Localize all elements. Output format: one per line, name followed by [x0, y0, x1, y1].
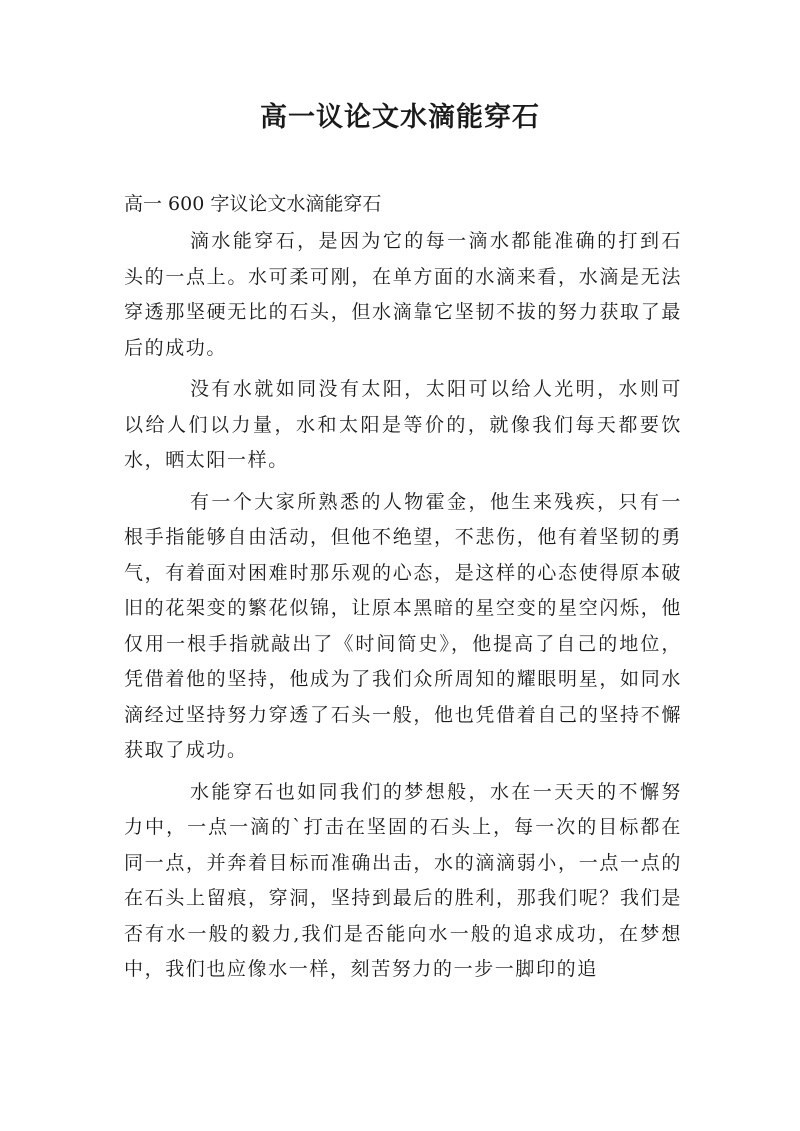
- paragraph-4: 水能穿石也如同我们的梦想般，水在一天天的不懈努力中，一点一滴的`打击在坚固的石头上，每一次的目标都在同一点，并奔着目标而准确出击，水的滴滴弱小，一点一点的在石头上留痕，穿洞，坚持到最后的胜利，那我们呢？我们是否有水一般的毅力,我们是否能向水一般的追求成功，在梦想中，我们也应像水一样，刻苦努力的一步一脚印的追: [124, 780, 682, 980]
- paragraph-3: 有一个大家所熟悉的人物霍金，他生来残疾，只有一根手指能够自由活动，但他不绝望，不悲伤，他有着坚韧的勇气，有着面对困难时那乐观的心态，是这样的心态使得原本破旧的花架变的繁花似锦，让原本黑暗的星空变的星空闪烁，他仅用一根手指就敲出了《时间简史》，他提高了自己的地位，凭借着他的坚持，他成为了我们众所周知的耀眼明星，如同水滴经过坚持努力穿透了石头一般，他也凭借着自己的坚持不懈获取了成功。: [124, 490, 682, 761]
- document-title: 高一议论文水滴能穿石: [260, 102, 540, 133]
- document-subtitle: 高一 600 字议论文水滴能穿石: [124, 193, 382, 215]
- document-body: [124, 224, 682, 988]
- paragraph-1: 滴水能穿石，是因为它的每一滴水都能准确的打到石头的一点上。水可柔可刚，在单方面的水滴来看，水滴是无法穿透那坚硬无比的石头，但水滴靠它坚韧不拔的努力获取了最后的成功。: [124, 230, 682, 359]
- paragraph-2: 没有水就如同没有太阳，太阳可以给人光明，水则可以给人们以力量，水和太阳是等价的，就像我们每天都要饮水，晒太阳一样。: [124, 378, 682, 471]
